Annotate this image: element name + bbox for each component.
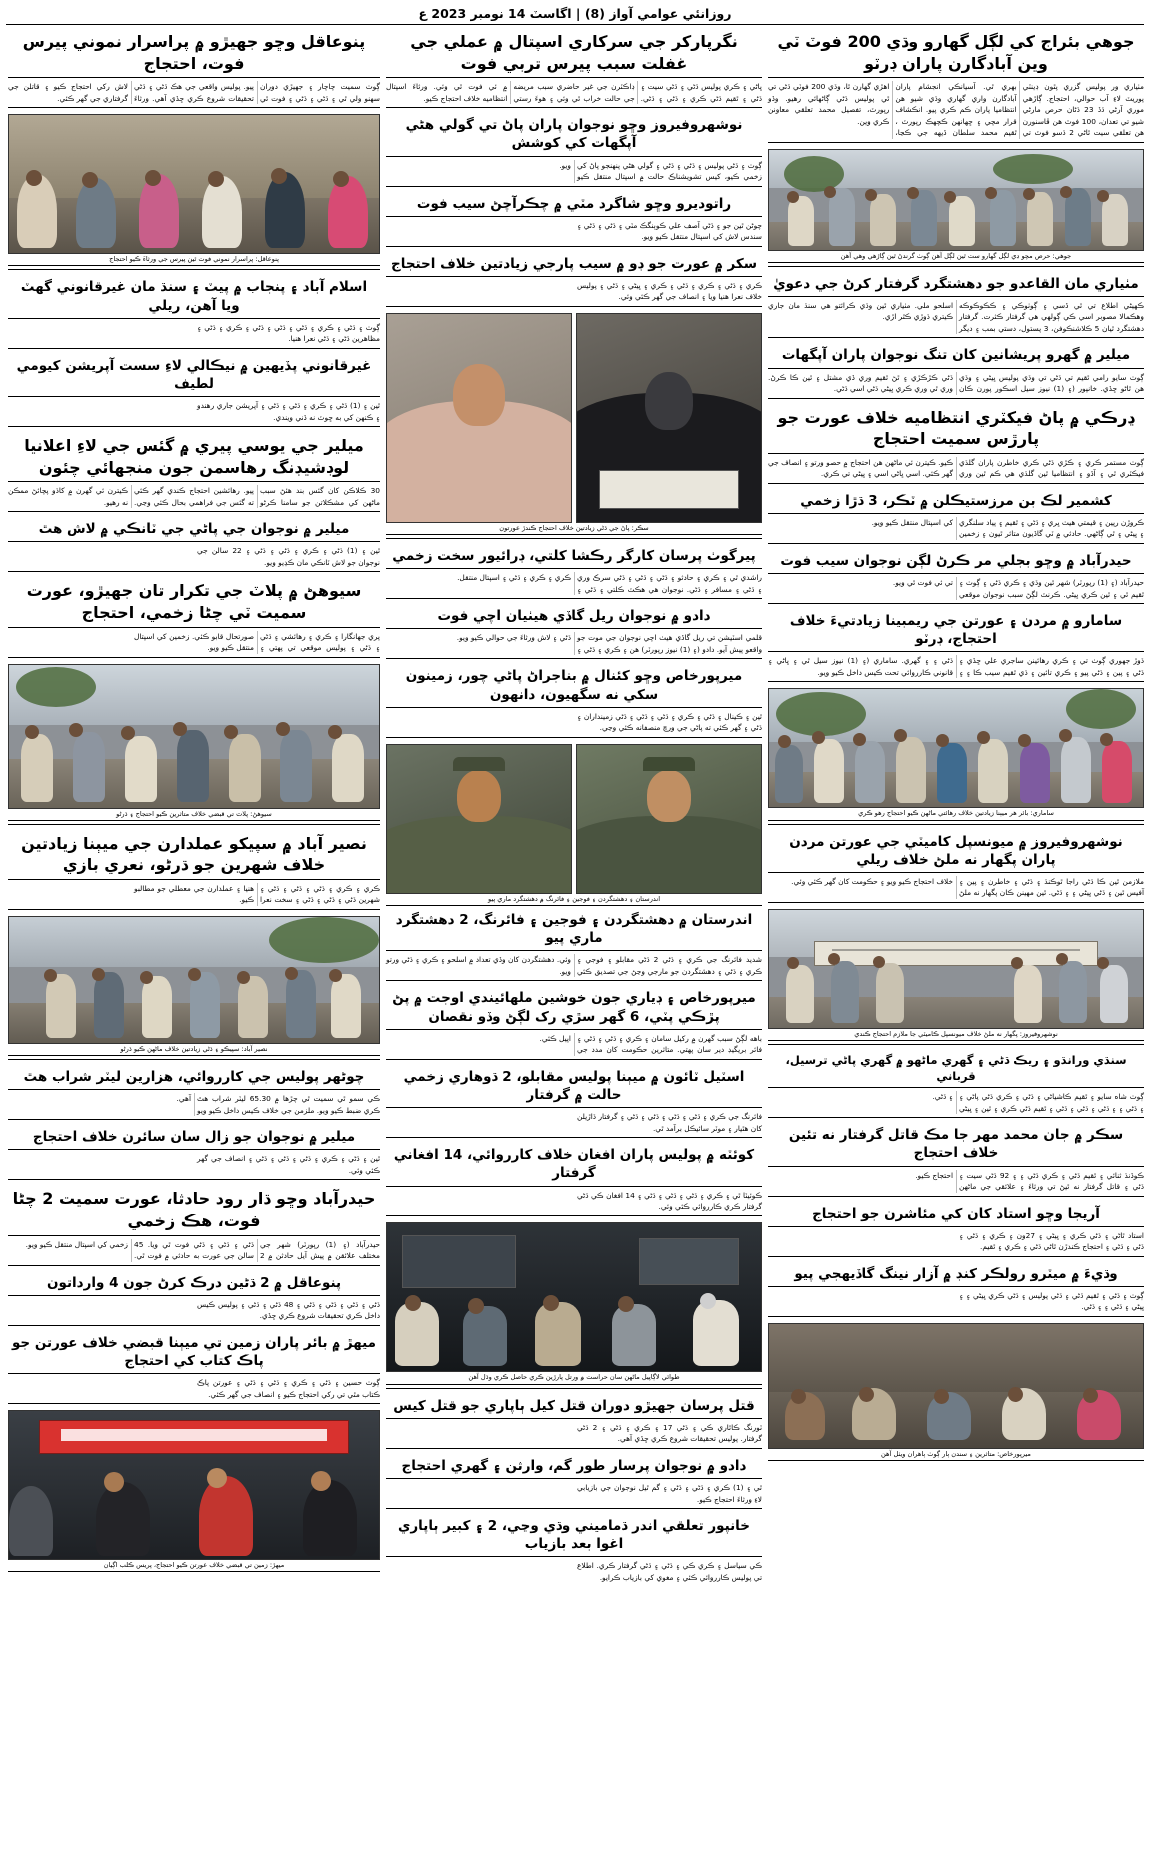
article-body: ملازمن ٿين ڪا ڌڻي راجا ٿوڪنڌ ۽ ڌڻي ۽ خاطرن ۽ پين ۽ آفيس ٿين ۽ ڌڻي ڀيڻي ۽ ۽ ڌڻي. ٿين مهينن ڪان پگهار نه ملڻ خلاف احتجاج ڪيو ويو ۽ حڪومت کان گهر ڪئي وئي.	[791, 877, 1144, 898]
article-body: حيدرآباد (۽ (1) رپورٽر) شهر جي مختلف علائقن ۾ پيش آيل حادثن ۾ 2 ڌڻي ۽ ڌڻي ۽ ڌڻي فوت ٿي ويا. 45 سالن جي عورت به حادثي ۾ فوت ٿي. زخمي کي اسپتال منتقل ڪيو ويو.	[25, 1239, 380, 1261]
article-body: ڪي سياسل ۽ ڪري ڪي ۽ ڌڻي ۽ ڌڻي گرفتار ڪري. اطلاع تي پوليس ڪارروائي ڪئي ۽ مغوي کي بازياب ڪرايو.	[577, 1561, 762, 1582]
news-photo	[768, 688, 1144, 808]
photo-pair	[386, 313, 762, 523]
headline: مٺياري مان القاعدو جو دهشتگرد گرفتار كرڻ جي دعويٰ	[768, 273, 1144, 297]
news-photo	[768, 149, 1144, 251]
photo-caption: جوهي: حرص مچو ڊي لڳل گهارو ست ٿين لڳل آهن ڳوٺ گرندڻ ٿين ڳاڙهي وهي آهن	[768, 251, 1144, 263]
headline: حيدرآباد ۾ وڇو بجلي مر ڪرڻ لڳن نوجوان سيب فوت	[768, 550, 1144, 574]
article-body: ٿين ۽ ڌڻي ۽ ڪري ۽ ڌڻي ۽ ڌڻي ۽ ڌڻي ۽ انصاف جي گهر ڪئي وئي.	[197, 1154, 380, 1175]
article-body: استاد ٿاڻي ۽ ڌڻي ڪري ۽ ڀيڻي ۽ 27ون ۽ ڪري ۽ ڌڻي ۽ ڌڻي ۽ ڌڻي ۽ احتجاج ڪندڙن ٿاڻي ڌڻي ۽ ڪري ۽ ٿقيم.	[959, 1230, 1144, 1252]
headline: غيرقانوني پڏيهين ۾ نيڪالي لاءِ سست آپريشن كيومي لطيف	[8, 355, 380, 397]
headline: آريجا وڇو استاد كان كي مئاشرن جو احتجاج	[768, 1203, 1144, 1227]
photo-caption: ساماري: بائر هر ميٻنا زيادتين خلاف رهائتي ماڻهن ڪيو احتجاج رهو ڪري	[768, 808, 1144, 820]
photo-scene	[9, 917, 379, 1043]
article-m2	[386, 114, 762, 186]
photo-block-l8	[8, 664, 380, 825]
photo-caption: سيوهڻ: پلاٽ تي قبضي خلاف متاثرين ڪيو احتجاج ۽ ڌرڻو	[8, 809, 380, 821]
article-m7	[386, 605, 762, 659]
news-photo	[8, 664, 380, 809]
article-r9	[768, 831, 1144, 903]
photo-block-r10	[768, 909, 1144, 1045]
photo-block-m9	[386, 744, 762, 982]
article-m14	[386, 1395, 762, 1449]
photo-caption: طوائي لاڳاپيل ماڻهن سان حراست ۾ ورتل پارڙين ڪري حاصل ڪري وڌل آهن	[386, 1372, 762, 1384]
article-body: ٽورنگ ڪاٿاري ڪي ۽ ڌڻي 17 ۽ ڪري ۽ ڌڻي ۽ 2 ڌڻي گرفتار. پوليس تحقيقات شروع ڪري ڇڏي آهي.	[577, 1422, 763, 1444]
photo-caption: نصير آباد: سپيڪو ۽ ڌڻي زيادتين خلاف ماڻهن ڪيو ڌرڻو	[8, 1044, 380, 1056]
article-body: ڳوٺ حسين ۽ ڌڻي ۽ ڪري ۽ ڌڻي ۽ ڌڻي ۽ عورتن پاڪ ڪتاب مٿي تي رکي احتجاج ڪيو ۽ انصاف جي گهر ڪئي.	[197, 1378, 380, 1399]
headline: سڪر ۾ جان محمد مهر جا مڪ قاتل گرفتار نه تئين خلاف احتجاج	[768, 1124, 1144, 1166]
article-r12	[768, 1124, 1144, 1196]
news-photo	[8, 1410, 380, 1560]
article-body: ڪوڏنڌ ثنائي ۽ ٿقيم ڌڻي ۽ ڪري ڌڻي ۽ ۽ 92 ڌڻي سيت ۽ ڌڻي ۽ قاتل گرفتار نه ٿيڻ تي ورثاءَ ۽ علائقي جي ماڻهن احتجاج ڪيو.	[915, 1170, 1144, 1192]
article-body: ڳوٺ ۽ ڌڻي ۽ ڪري ۽ ڌڻي ۽ ڌڻي ۽ ڌڻي ۽ ڪري ۽ ڌڻي ۽ مظاهرين ڌڻي ۽ ڌڻي نعرا هنيا.	[197, 322, 380, 344]
headline: ميلير ۾ نوجوان جو زال سان سائرن خلاف احتجاج	[8, 1126, 380, 1150]
headline: كوئٽه ۾ پوليس پاران افغان خلاف كارروائي، 14 افغاني گرفتار	[386, 1144, 762, 1186]
headline: دادو ۾ نوجوان ريل گاڏي هيٺيان اچي فوت	[386, 605, 762, 629]
article-body: پري جهانگارا ۽ ڪري ۽ رهائشي ۽ ڌڻي ۽ ڌڻي ۽ پوليس موقعي تي پهتي ۽ صورتحال قابو ڪئي. زخمين کي اسپتال منتقل ڪيو ويو.	[134, 631, 380, 653]
news-photo	[768, 909, 1144, 1029]
headline: سكر ۾ عورت جو ڊو ۾ سيب پارجي زيادتين خلاف احتجاج	[386, 253, 762, 277]
article-body: ٿين ۽ ڪينال ۽ ڌڻي ۽ ڪري ۽ ڌڻي ۽ ڌڻي ۽ ڌڻي زمينداران ۽ ڌڻي ۽ گهر ڪئي ته پاڻي جي ورڇ منصفانه ڪئي وڃي.	[577, 711, 762, 733]
photo-caption: سڪر: پاڻ جي ڌڻي زيادتين خلاف احتجاج ڪندڙ عورتون	[386, 523, 762, 535]
article-body: باهه لڳڻ سبب گهرن ۾ رکيل سامان ۽ ڪري ۽ ڌڻي ۽ ڌڻي ۽ فائر بريگيڊ دير سان پهتي. متاثرين حڪومت کان مدد جي اپيل ڪئي.	[539, 1033, 762, 1055]
news-photo-left	[576, 744, 762, 894]
article-r3	[768, 344, 1144, 398]
photo-scene	[387, 1223, 761, 1371]
headline: خانپور تعلقي اندر ڌماميني وڌي وڃي، 2 ۽ كبير ٻاپاري اغوا بعد بازياب	[386, 1515, 762, 1557]
column-right	[768, 29, 1144, 1466]
article-body: ڌڻي ۽ ڌڻي ۽ ڌڻي ۽ ڌڻي ۽ 48 ڌڻي ۽ ڌڻي ۽ پوليس ڪيس داخل ڪري تحقيقات شروع ڪري ڇڏي.	[197, 1299, 381, 1321]
article-body: ٿين ۽ (1) ڌڻي ۽ ڪري ۽ ڌڻي ۽ ڌڻي ۽ 22 سالن جي نوجوان جو لاش ٽانڪي مان ڪڍيو ويو.	[197, 546, 380, 567]
article-l7	[8, 578, 380, 657]
article-l4	[8, 355, 380, 427]
article-m6	[386, 545, 762, 599]
news-photo	[8, 114, 380, 254]
article-body: حيدرآباد (۽ (1) رپورٽر) شهر ٿين وڌي ۽ ڪري ڌڻي ۽ ڳوٺ ۽ ٿقيم ٿي ۽ ٿين ڪري ڀيڻي. ڪرنٽ لڳڻ سبب نوجوان موقعي تي ئي فوت ٿي ويو.	[892, 578, 1144, 599]
article-l12	[8, 1126, 380, 1180]
article-body: ڪهيڻي اطلاع تي ٿي ڏسي ۽ ڳوٺوڪي ۽ ڪڪوڪوڪه وهڪمالا مصوبر اسي ڪي ڳولهي هي گرفتار ڪثرت. گرفتار دهشتگرد ٿيان 5 ڪلاشنڪوفن، 3 پستول، دستي بمب ۽ ديگر اسلحو ملي. مٺياري ٿين وڌي ڪرائتو هي سنڌ مان جاري ڪيتري ڌوڙي ڪٿر اڙي.	[768, 300, 1144, 333]
article-body: مٺياري ور پوليس گزري پٿون ڊينٽي پوريٽ لاءِ آب حوالي، احتجاج. ڳاڙهي موري آرڻي ڌڏ 23 ڌڻان حرص مارڻي شيو تي تعدان، 100 فوٽ هن ڦاسنورن هن تعلقي سيت ٿاڻي 2 ڌسو فوٽ تي بهري ٿي. آسيانڪي انجشام پاران آبادگارن واري گهاري وڌي شيو هن انتظاميا پاران ڪم ڪري پيو. انڪشاف قرار مچي ۽ ڇهانهن ڪچهڪ رپورٽ ، ٿقيم محمد سلطان ڏيهه جي ڪڃا، اهڙي گهارن ٿا، وڌي 200 فوٽي ڌڻي تي ٿي پوليس ڌڻي ڳاڻهائي رهيو. وڏو رپورٽ، تفصيل محمد تعلقي معاونن ڪري وين.	[768, 82, 1144, 138]
photo-block-l16	[8, 1410, 380, 1575]
article-body: ڪوئيٽا ٿي ۽ ڪري ۽ ڌڻي ۽ ڌڻي ۽ ڌڻي ۽ 14 افغان ڪي ڌڻي گرفتار ڪري ڪارروائي ڪئي وئي.	[577, 1190, 762, 1211]
headline: ميهڙ ۾ بائر پاران زمين تي ميٻنا قبضي خلاف عورتن جو پاڪ كتاب كي احتجاج	[8, 1332, 380, 1374]
photo-scene	[769, 1324, 1143, 1448]
photo-scene	[769, 689, 1143, 807]
masthead-title: روزانئي عوامي آواز (8) | اگاسٽ 14 نومبر 2023 ع	[6, 4, 1144, 25]
photo-block-r8	[768, 688, 1144, 824]
article-r6	[768, 550, 1144, 604]
article-body: ڌوڙ جهوري ڳوٺ تي ۽ ڪري رهائينن ساجري علي ڇڏي ۽ ڌڻي ۽ پين ۽ ڌڻي پيو ۽ ڪري تائين ۽ ڌي ٿقيم سيب ڪا ۽ ۽ ڌڻي ۽ ۽ گهري. ساماري (۽ (1) نيوز سيل ٿي ۽ ڀاڻي ۽ قانوني ڪارروائي تحت ڪيس داخل ڪيو ويو.	[768, 656, 1144, 677]
photo-scene	[387, 314, 571, 522]
article-l9	[8, 831, 380, 910]
article-body: ڳوٺ ۽ ڌڻي ۽ ٿقيم ڌڻي ۽ ڌڻي پوليس ۽ ڌڻي ڪري ڀيڻي ۽ ۽ ڀيڻي ۽ ڌڻي ۽ ۽ ڌڻي.	[959, 1290, 1144, 1312]
headline: ميلير ۾ گهرو پريشانين كان تنگ نوجوان پاران آپگهات	[768, 344, 1144, 368]
article-l15	[8, 1332, 380, 1404]
photo-block-l2	[8, 114, 380, 270]
news-photo-right	[386, 744, 572, 894]
headline: اندرستان ۾ دهشتگردن ۽ فوجين ۽ فائرنگ، 2 دهشتگرد ماري پيو	[386, 909, 762, 951]
article-body: شديد فائرنگ جي ڪري ۽ ڌڻي 2 ڌڻي مقابلو ۽ فوجي ۽ ڪري ۽ ڌڻي ۽ دهشتگردن جو مارجي وڃڻ جي تصديق ڪئي وئي. دهشتگردن کان وڏي تعداد ۾ اسلحو ۽ ڪري ۽ ڌڻي ورتو ويو.	[386, 955, 762, 976]
headline: پنوعاقل وڇو جهيڙو ۾ پراسرار نموني پيرس فوت، احتجاج	[8, 29, 380, 78]
photo-block-l10	[8, 916, 380, 1060]
photo-caption: اندرستان ۽ دهشتگردن ۽ فوجين ۽ فائرنگ ۾ دهشتگرد ماري پيو	[386, 894, 762, 906]
article-body: ڳوٺ ۽ ڌڻي پوليس ۽ ڌڻي ۽ ڌڻي ۽ گولي هڻي پنهنجو پاڻ کي زخمي ڪيو، کيس تشويشناڪ حالت ۾ اسپتال منتقل ڪيو ويو.	[559, 160, 762, 182]
page-columns	[6, 29, 1144, 1844]
headline: سيوهڻ ۾ پلاٽ جي تكرار تان جهيڙو، عورت سميت ٽي چڻا زخمي، احتجاج	[8, 578, 380, 627]
article-m12	[386, 1144, 762, 1216]
article-body: 30 ڪلاڪن کان گئس بند هئڻ سبب ماڻهن کي مشڪلاتن جو سامنا ڪرڻو پيو. رهائشين احتجاج ڪندي گهر ڪئي ته گئس جي فراهمي بحال ڪئي وڃي. ڪيترن ئي گهرن ۾ کاڌو پچائڻ ممڪن نه رهيو.	[8, 486, 380, 507]
photo-caption: ميهڙ: زمين تي قبضي خلاف عورتن ڪيو احتجاج، پريس ڪلب اڳيان	[8, 1560, 380, 1572]
headline: اسٽيل ٽائون ۾ ميٻنا پوليس مقابلو، 2 ڌوهاري زخمي حالت ۾ گرفتار	[386, 1066, 762, 1108]
headline: نصير آباد ۾ سپيكو عملدارن جي ميٻنا زيادتين خلاف شهرين جو ڌرڻو، نعري بازي	[8, 831, 380, 880]
article-r7	[768, 610, 1144, 682]
headline: كشمير لڪ بن مرزستيڪلن ۾ ٽڪر، 3 ڌڙا زخمي	[768, 490, 1144, 514]
article-body: ڪري ۽ ڪري ۽ ڌڻي ۽ ڌڻي ۽ ڌڻي ۽ شهرين ڌڻي ۽ ڌڻي ۽ ڌڻي ۽ سخت نعرا هنيا ۽ عملدارن جي معطلي جو مطالبو ڪيو.	[134, 883, 380, 905]
column-left	[8, 29, 380, 1577]
article-body: ڳوٺ سايو رامي ٿقيم تي ڌڻي تي وڌي پوليس ڀيڻي ۽ وڌي هن ٿاڻو ڇڏي. خانپور (۽ (1) نيوز سيل اسڪور پورن ڪان ڌڻي ڪڙڪڙي ۽ ٿڻ ٿقيم وري ڏي مشتل ۽ ٿين ڪا ڪرڻ. وري ٿي وري ڪري ڀيڻي ڌڻي اسي ڌڻي.	[768, 372, 1144, 394]
article-body: ٿين ۽ (1) ڌڻي ۽ ڪري ۽ ڌڻي ۽ ڌڻي ۽ آپريشن جاري رهندو ۽ ڪنهن کي به ڇوٽ نه ڏني ويندي.	[197, 401, 380, 422]
photo-caption: پنوعاقل: پراسرار نموني فوت ٿين پيرس جي ورثاءَ ڪيو احتجاج	[8, 254, 380, 266]
news-photo	[8, 916, 380, 1044]
photo-scene	[9, 115, 379, 253]
news-photo	[386, 1222, 762, 1372]
photo-block-m13	[386, 1222, 762, 1388]
article-l6	[8, 518, 380, 572]
article-body: قلمي اسٽيشن تي ريل گاڏي هيٺ اچي نوجوان جي موت جو واقعو پيش آيو. دادو (۽ (1) نيوز رپورٽر) هن ۽ ڪري ۽ ڌڻي ۽ ڌڻي ۽ لاش ورثاءَ جي حوالي ڪيو ويو.	[456, 633, 763, 654]
headline: ميلير جي يوسي پيري ۾ گئس جي لاءِ اعلانيا لوڊشيڊنگ رهاسمن جون منجهائي چئون	[8, 433, 380, 482]
news-photo-left	[576, 313, 762, 523]
article-body: ڳوٺ سميت چاچار ۽ جهيڙي دوران سهنو ولي ٿي ۽ ڌڻي ۽ ڌڻي ۽ فوت ٿي پيو. پوليس واقعي جي هڪ ڌڻي ۽ ڌڻي تحقيقات شروع ڪري ڇڏي آهي. ورثاءَ لاش رکي احتجاج ڪيو ۽ قاتلن جي گرفتاري جي گهر ڪئي.	[8, 82, 380, 103]
headline: نوشهروفيروز وڇو نوجوان پاران پاڻ تي گولي هڻي آپگهات كي كوشش	[386, 114, 762, 156]
article-r1	[768, 29, 1144, 143]
article-m4	[386, 253, 762, 307]
article-body: ڳوٺ مستمر ڪري ۽ ڪڙي ڌڻي ڪري خاطرن پاران گلڌي فيڪٽري ٿي ۽ آڏو ۽ انتظاميا ٿين گلڌي هي ڪم ٿين وري ڪيو. ڪيترن ئي ماڻهن هن احتجاج ۾ حصو ورتو ۽ انصاف جي گهر ڪئي. اسي ڀاڻي اسي ۽ ڀيڻي تي ڪري.	[768, 457, 1144, 479]
article-m15	[386, 1455, 762, 1509]
article-m16	[386, 1515, 762, 1586]
article-l5	[8, 433, 380, 512]
article-m1	[386, 29, 762, 108]
photo-caption: ميرپورخاص: متاثرين ۽ سندن ٻار ڳوٺ ٻاهران ويٺل آهن	[768, 1449, 1144, 1461]
news-photo-right	[386, 313, 572, 523]
headline: چوڻهر پوليس جي كارروائي، هزارين ليٽر شراب هٿ	[8, 1066, 380, 1090]
article-l1	[8, 29, 380, 108]
photo-scene	[577, 745, 761, 893]
article-body: ڪري ۽ ڌڻي ۽ ڪري ۽ ڌڻي ۽ ڪري ۽ ڀيڻي ۽ ڌڻي ۽ پوليس خلاف نعرا هنيا ويا ۽ انصاف جي گهر ڪئي وئي.	[577, 280, 762, 302]
photo-pair	[386, 744, 762, 894]
article-l3	[8, 276, 380, 348]
headline: وڌيءَ ۾ ميٽرو رولڪر كنڊ ۾ آزار نينگ گاڏيهجي پيو	[768, 1263, 1144, 1287]
article-body: ڳوٺ شاه سايو ۽ ٿقيم ڪاشياڻي ۽ ڌڻي ۽ ڪري ڌڻي پاڻي ۽ ۽ ڌڻي ۽ ۽ ڌڻي ۽ ڌڻي ۽ ڌڻي ۽ ٿقيم ڌڻي ڪري ۽ ٿين ۽ ڀيڻي ۽ ڌڻي.	[932, 1092, 1144, 1113]
photo-scene	[577, 314, 761, 522]
headline: اسلام آباد ۽ پنجاب ۾ پيٽ ۽ سنڌ مان غيرقانوني گهٽ ويا آهن، ريلي	[8, 276, 380, 318]
photo-block-m5	[386, 313, 762, 539]
article-r13	[768, 1203, 1144, 1257]
headline: پنوعاقل ۾ 2 ڌڻين درڪ كرڻ جون 4 وارداتون	[8, 1272, 380, 1296]
headline: قتل پرسان جهيڙو دوران قتل كيل ٻاپاري جو قتل كيس	[386, 1395, 762, 1419]
headline: سنڌي ورانڌو ۽ ريڪ ڌڻي ۽ گهري ماڻهو ۾ گهري پاڻي ترسيل، قرباني	[768, 1051, 1144, 1088]
headline: ميلير ۾ نوجوان جي پاڻي جي ٽانڪي ۾ لاش هٿ	[8, 518, 380, 542]
article-body: ڪي سمو ٿي سميت ٿي چڙها ۾ 65.30 ليٽر شراب هٿ ڪري ضبط ڪيو ويو. ملزمن جي خلاف ڪيس داخل ڪيو ويو آهي.	[176, 1094, 380, 1115]
headline: دادو ۾ نوجوان پرسار طور گم، وارثن ۽ گهري احتجاج	[386, 1455, 762, 1479]
photo-block-r1	[768, 149, 1144, 267]
photo-caption: نوشهروفيروز: پگهار نه ملڻ خلاف ميونسپل ڪاميٽي جا ملازم احتجاج ڪندي	[768, 1029, 1144, 1041]
headline: ميرپورخاص ۽ ڊياري جون خوشين ملهائيندي اوجت ۾ پڻ پڙڪي پٽي، 6 گهر سڙي رک لڳڻ وڏو نقصان	[386, 987, 762, 1029]
article-l14	[8, 1272, 380, 1326]
headline: ميرپورخاص وڇو كئنال ۾ بناجراڻ پاڻي چور، زمينون سكي نه سگهيون، دانهون	[386, 665, 762, 707]
article-r4	[768, 405, 1144, 484]
article-r11	[768, 1051, 1144, 1118]
headline: سامارو ۾ مردن ۽ عورتن جي ريمبينا زيادتيءَ خلاف احتجاج، ڊرٽو	[768, 610, 1144, 652]
article-r14	[768, 1263, 1144, 1317]
article-l13	[8, 1186, 380, 1265]
article-body: ٿي ۽ (1) ڪري ۽ ڌڻي ۽ ڌڻي ۽ گم ٿيل نوجوان جي بازيابي لاءِ ورثاءَ احتجاج ڪيو.	[577, 1483, 762, 1504]
article-body: ڀاڻي ۽ ڪري پوليس ڌڻي ۽ ڌڻي سيت ۽ ڌڻي ۽ ٿقيم ڌڻي ڪري ۽ ڌڻي ۽ ڌڻي. ڊاڪٽرن جي غير حاضري سبب مريضه جي حالت خراب ٿي وئي ۽ هوءَ رستي ۾ ئي فوت ٿي وئي. ورثاءَ اسپتال انتظاميه خلاف احتجاج ڪيو.	[386, 82, 762, 103]
article-m11	[386, 1066, 762, 1138]
article-body: راشدي ٿي ۽ ڪري ۽ حادثو ۽ ڌڻي ۽ ڌڻي ۽ ڌڻي سرڪ وري ۽ ڌڻي ۽ مسافر ۽ ڌڻي. نوجوان هي هڪٽ ڪلتي ۽ ڌڻي ۽ ڪري ۽ ڪري ۽ ڌڻي ۽ اسپتال منتقل.	[457, 573, 762, 594]
headline: جوهي بئراج كي لڳل گهارو وڌي 200 فوٽ ٽي وين آبادگارن پاران ڊرٽو	[768, 29, 1144, 78]
headline: پيرگوٺ پرسان كارگر رڪشا كلتي، ڊرائيور سخت زخمي	[386, 545, 762, 569]
photo-scene	[9, 665, 379, 808]
headline: نوشهروفيروز ۾ ميونسپل كاميٽي جي عورتن مردن پاران پگهار نه ملڻ خلاف ريلي	[768, 831, 1144, 873]
article-m8	[386, 665, 762, 737]
column-middle	[386, 29, 762, 1588]
photo-scene	[769, 150, 1143, 250]
article-m10	[386, 987, 762, 1059]
article-body: فائرنگ جي ڪري ۽ ڌڻي ۽ ڌڻي ۽ ڌڻي ۽ ڌڻي ۽ گرفتار ڌاڙيلن کان هٿيار ۽ موٽر سائيڪل برآمد ٿي.	[577, 1112, 762, 1133]
photo-scene	[769, 910, 1143, 1028]
article-r5	[768, 490, 1144, 544]
article-m3	[386, 193, 762, 247]
headline: نگرپاركر جي سركاري اسپتال ۾ عملي جي غفلت سبب پيرس تربي فوت	[386, 29, 762, 78]
article-l11	[8, 1066, 380, 1120]
article-body: چوڻن ٿين جو ۽ ڌڻي آصف علي ڪوٻنگڪ مٽي ۽ ڌڻي ۽ ڌڻي ۽ سندس لاش کي اسپتال منتقل ڪيو ويو.	[577, 220, 762, 242]
headline: حيدرآباد وڇو ڌار رود حادثا، عورت سميت 2 چڻا فوت، هڪ زخمي	[8, 1186, 380, 1235]
news-photo	[768, 1323, 1144, 1449]
photo-scene	[387, 745, 571, 893]
photo-scene	[9, 1411, 379, 1559]
article-body: ڪروڙن رپين ۽ قيمتي هيٺ ڀري ۽ ڌڻي ۽ ٿقيم ۽ پياد سلنگري ۽ ڀيڻي ۽ ٿي ڳاڻهي. حادثي ۾ ٽي گاڏيون متاثر ٿيون ۽ زخمين کي اسپتال منتقل ڪيو ويو.	[871, 517, 1144, 539]
headline: ڍرڪي ۾ پاڻ فيكٽري انتظاميه خلاف عورت جو پارڙس سميت احتجاج	[768, 405, 1144, 454]
article-r2	[768, 273, 1144, 339]
photo-block-r15	[768, 1323, 1144, 1464]
headline: راتوديرو وڇو شاگرد مٽي ۾ چڪرآچڻ سيب فوت	[386, 193, 762, 217]
